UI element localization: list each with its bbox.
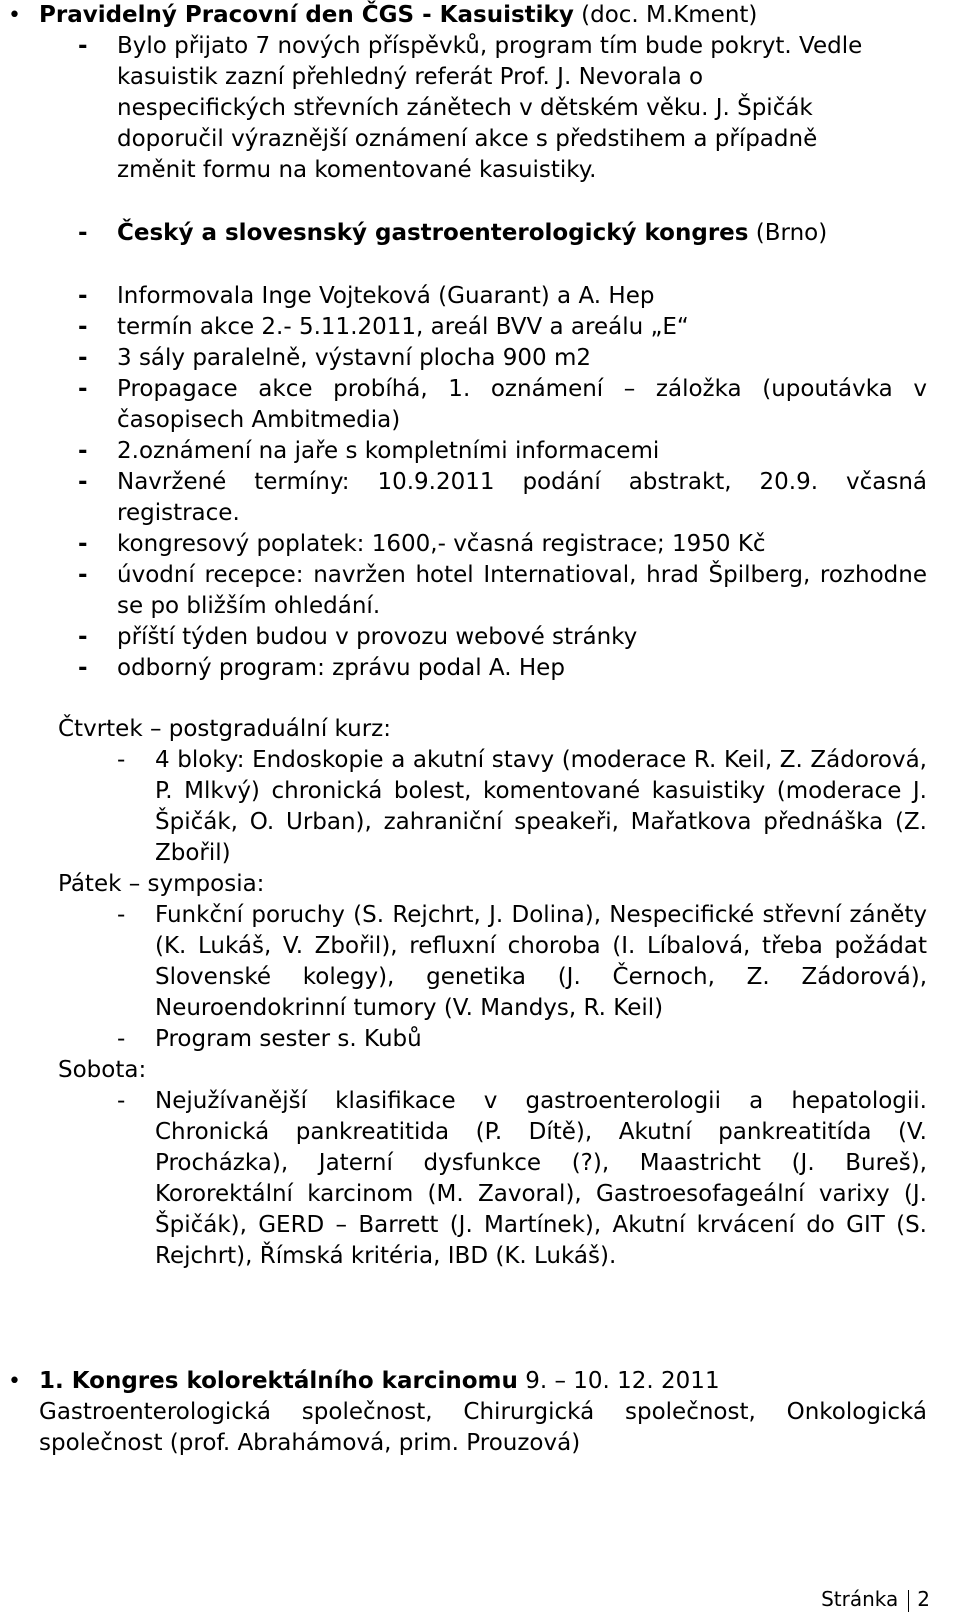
- intro-paragraph: Bylo přijato 7 nových příspěvků, program tím bude pokryt. Vedle kasuistik zazní přehledný referát Prof. J. Nevorala o nespecifických střevních zánětech v dětském věku. J. Špičák doporučil výraznější oznámení akce s předstihem a případně změnit formu na komentované kasuistiky.: [117, 33, 863, 183]
- dash-marker: -: [78, 655, 88, 681]
- congress-item: příští týden budou v provozu webové stránky: [117, 624, 638, 650]
- thursday-label: Čtvrtek – postgraduální kurz:: [58, 716, 391, 742]
- friday-item: Program sester s. Kubů: [155, 1026, 422, 1052]
- dash-marker: -: [78, 314, 88, 340]
- dash-marker: -: [78, 33, 88, 59]
- congress-heading-rest: (Brno): [748, 220, 828, 246]
- section1-heading: [39, 0, 939, 31]
- dash-marker: -: [78, 624, 88, 650]
- bullet-icon: •: [8, 1369, 21, 1394]
- congress-heading-bold: Český a slovesnský gastroenterologický kongres: [117, 220, 749, 246]
- congress-item: Propagace akce probíhá, 1. oznámení – záložka (upoutávka v časopisech Ambitmedia): [117, 376, 927, 433]
- thursday-item: 4 bloky: Endoskopie a akutní stavy (moderace R. Keil, Z. Zádorová, P. Mlkvý) chronická bolest, komentované kasuistiky (moderace J. Špičák, O. Urban), zahraniční speakeři, Mařatkova přednáška (Z. Zbořil): [155, 747, 927, 866]
- section2-heading: [39, 1366, 929, 1397]
- congress-item: termín akce 2.- 5.11.2011, areál BVV a areálu „E“: [117, 314, 689, 340]
- congress-item: 3 sály paralelně, výstavní plocha 900 m2: [117, 345, 592, 371]
- congress-item: Navržené termíny: 10.9.2011 podání abstrakt, 20.9. včasná registrace.: [117, 469, 927, 526]
- congress-item: Informovala Inge Vojteková (Guarant) a A. Hep: [117, 283, 655, 309]
- footer-separator: [908, 1590, 909, 1612]
- congress-item: odborný program: zprávu podal A. Hep: [117, 655, 565, 681]
- dash-marker: -: [78, 283, 88, 309]
- dash-marker: -: [117, 1088, 126, 1114]
- congress-item: 2.oznámení na jaře s kompletními informacemi: [117, 438, 660, 464]
- bullet-icon: •: [8, 3, 21, 28]
- section1-heading-rest: (doc. M.Kment): [573, 2, 758, 28]
- dash-marker: -: [117, 1026, 126, 1052]
- page-number: 2: [917, 1587, 930, 1611]
- section2-text: Gastroenterologická společnost, Chirurgická společnost, Onkologická společnost (prof. Abrahámová, prim. Prouzová): [39, 1399, 927, 1456]
- friday-item: Funkční poruchy (S. Rejchrt, J. Dolina), Nespecifické střevní záněty (K. Lukáš, V. Zbořil), refluxní choroba (I. Líbalová, třeba požádat Slovenské kolegy), genetika (J. Černoch, Z. Zádorová), Neuroendokrinní tumory (V. Mandys, R. Keil): [155, 902, 927, 1021]
- dash-marker: -: [78, 438, 88, 464]
- dash-marker: -: [78, 345, 88, 371]
- section2-heading-bold: 1. Kongres kolorektálního karcinomu: [39, 1368, 518, 1394]
- dash-marker: -: [78, 220, 88, 246]
- congress-item: úvodní recepce: navržen hotel Internatioval, hrad Špilberg, rozhodne se po bližším ohledání.: [117, 562, 927, 619]
- dash-marker: -: [78, 469, 88, 495]
- dash-marker: -: [78, 531, 88, 557]
- section1-heading-bold: Pravidelný Pracovní den ČGS - Kasuistiky: [39, 2, 574, 28]
- saturday-label: Sobota:: [58, 1057, 147, 1083]
- page-footer: [821, 1587, 930, 1612]
- dash-marker: -: [117, 902, 126, 928]
- congress-item: kongresový poplatek: 1600,- včasná registrace; 1950 Kč: [117, 531, 766, 557]
- saturday-item: Nejužívanější klasifikace v gastroenterologii a hepatologii. Chronická pankreatitida (P. Dítě), Akutní pankreatitída (V. Procházka), Jaterní dysfunkce (?), Maastricht (J. Bureš), Kororektální karcinom (M. Zavoral), Gastroesofageální varixy (J. Špičák), GERD – Barrett (J. Martínek), Akutní krvácení do GIT (S. Rejchrt), Římská kritéria, IBD (K. Lukáš).: [155, 1088, 927, 1269]
- friday-label: Pátek – symposia:: [58, 871, 265, 897]
- section2-heading-rest: 9. – 10. 12. 2011: [517, 1368, 720, 1394]
- footer-label: Stránka: [821, 1587, 899, 1611]
- dash-marker: -: [117, 747, 126, 773]
- dash-marker: -: [78, 562, 88, 588]
- congress-heading: [117, 218, 937, 249]
- dash-marker: -: [78, 376, 88, 402]
